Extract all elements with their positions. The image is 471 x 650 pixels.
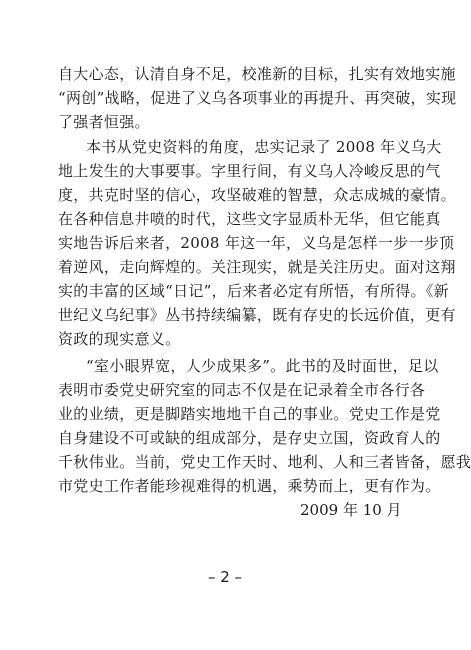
text-line: “室小眼界宽，人少成果多”。此书的及时面世，足以 <box>86 357 439 375</box>
text-line: 资政的现实意义。 <box>58 330 181 348</box>
text-line: 在各种信息井喷的时代，这些文字显质朴无华，但它能真 <box>58 210 441 228</box>
text-line: 实地告诉后来者，2008 年这一年，义乌是怎样一步一步顶 <box>58 234 455 252</box>
text-line: “两创”战略，促进了义乌各项事业的再提升、再突破，实现 <box>58 89 457 107</box>
text-line: 实的丰富的区域“日记”，后来者必定有所悟，有所得。《新 <box>58 282 449 300</box>
text-line: 世纪义乌纪事》丛书持续编纂，既有存史的长远价值，更有 <box>58 306 456 324</box>
text-line: 表明市委党史研究室的同志不仅是在记录着全市各行各 <box>58 381 426 399</box>
text-line: 了强者恒强。 <box>58 113 150 131</box>
text-line: 千秋伟业。当前，党史工作天时、地利、人和三者皆备，愿我 <box>58 453 471 471</box>
text-line: 市党史工作者能珍视难得的机遇，乘势而上，更有作为。 <box>58 477 441 495</box>
text-line: 业的业绩，更是脚踏实地地干自己的事业。党史工作是党 <box>58 405 441 423</box>
page-number: – 2 – <box>207 568 243 586</box>
text-line: 地上发生的大事要事。字里行间，有义乌人冷峻反思的气 <box>58 162 441 180</box>
text-line: 自身建设不可或缺的组成部分，是存史立国，资政育人的 <box>58 429 441 447</box>
text-line: 自大心态，认清自身不足，校准新的目标，扎实有效地实施 <box>58 65 456 83</box>
text-line: 本书从党史资料的角度，忠实记录了 2008 年义乌大 <box>86 138 442 156</box>
text-line: 着逆风，走向辉煌的。关注现实，就是关注历史。面对这翔 <box>58 258 456 276</box>
signature-date: 2009 年 10 月 <box>300 501 402 519</box>
text-line: 度，共克时坚的信心，攻坚破难的智慧，众志成城的豪情。 <box>58 186 456 204</box>
